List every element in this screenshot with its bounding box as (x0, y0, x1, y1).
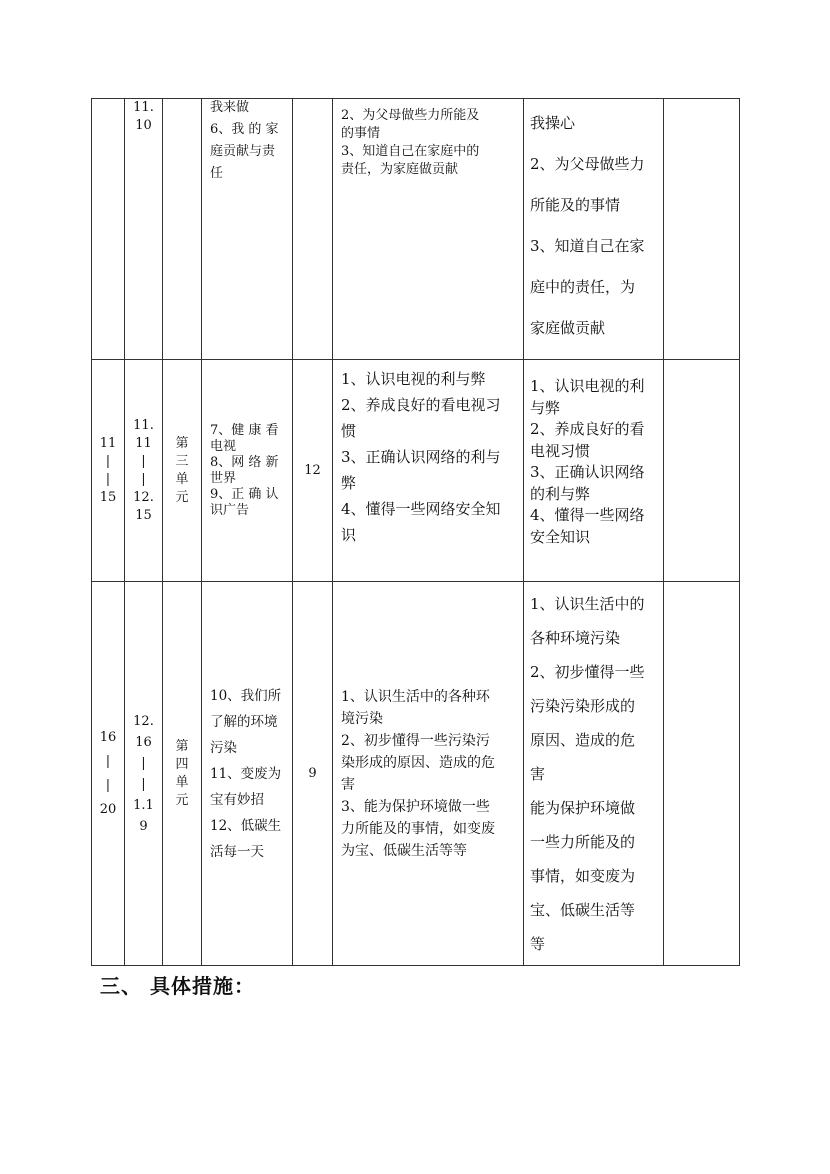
date-cell: 12. 16 | | 1.1 9 (125, 582, 163, 966)
goal-detail-cell: 1、认识电视的利 与弊 2、养成良好的看 电视习惯 3、正确认识网络 的利与弊 4、懂得一些网络 安全知识 (524, 360, 664, 582)
lesson-cell: 我来做 6、我 的 家 庭贡献与责 任 (202, 99, 293, 360)
goal-detail-cell: 1、认识生活中的 各种环境污染 2、初步懂得一些 污染污染形成的 原因、造成的危 害 能为保护环境做 一些力所能及的 事情，如变废为 宝、低碳生活等 等 (524, 582, 664, 966)
notes-cell (664, 582, 740, 966)
unit-cell: 第 三 单 元 (163, 360, 202, 582)
week-cell: 11 | | 15 (92, 360, 125, 582)
hours-cell: 12 (293, 360, 333, 582)
week-cell: 16 | | 20 (92, 582, 125, 966)
lesson-cell: 7、健 康 看 电视 8、网 络 新 世界 9、正 确 认 识广告 (202, 360, 293, 582)
table-row (92, 360, 740, 582)
section-heading: 三、 具体措施： (100, 974, 255, 998)
goal-detail-cell: 我操心 2、为父母做些力 所能及的事情 3、知道自己在家 庭中的责任，为 家庭做贡献 (524, 99, 664, 360)
table-row (92, 99, 740, 360)
hours-cell: 9 (293, 582, 333, 966)
goal-cell: 1、认识电视的利与弊 2、养成良好的看电视习 惯 3、正确认识网络的利与 弊 4、懂得一些网络安全知 识 (333, 360, 524, 582)
unit-cell (163, 99, 202, 360)
table-row (92, 582, 740, 966)
goal-cell: 1、认识生活中的各种环 境污染 2、初步懂得一些污染污 染形成的原因、造成的危 害 3、能为保护环境做一些 力所能及的事情，如变废 为宝、低碳生活等等 (333, 582, 524, 966)
date-cell: 11. 11 | | 12. 15 (125, 360, 163, 582)
week-cell (92, 99, 125, 360)
goal-cell: 2、为父母做些力所能及 的事情 3、知道自己在家庭中的 责任，为家庭做贡献 (333, 99, 524, 360)
date-cell: 11. 10 (125, 99, 163, 360)
lesson-cell: 10、我们所 了解的环境 污染 11、变废为 宝有妙招 12、低碳生 活每一天 (202, 582, 293, 966)
notes-cell (664, 360, 740, 582)
notes-cell (664, 99, 740, 360)
unit-cell: 第 四 单 元 (163, 582, 202, 966)
teaching-plan-table (91, 98, 740, 966)
hours-cell (293, 99, 333, 360)
